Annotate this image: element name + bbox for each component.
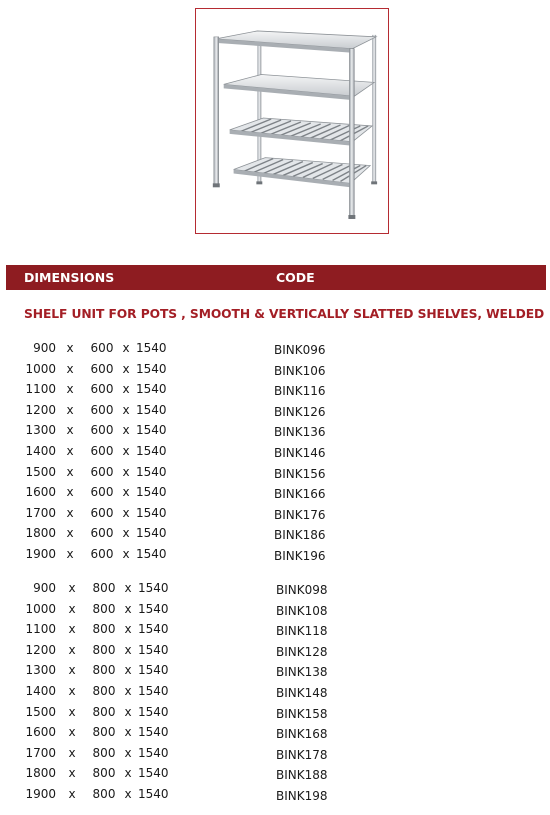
times-sign: x [122, 485, 130, 500]
height-value: 1540 [136, 341, 167, 355]
depth-value: 600 [90, 423, 114, 438]
height-value: 1540 [138, 745, 169, 760]
depth-value: 600 [90, 361, 114, 376]
product-code: BINK146 [274, 446, 326, 460]
product-code: BINK168 [276, 727, 328, 742]
times-sign: x [124, 725, 132, 740]
width-value: 1100 [25, 382, 56, 397]
width-value: 1900 [25, 547, 56, 561]
width-value: 1900 [25, 787, 56, 801]
depth-value: 800 [92, 684, 116, 698]
times-sign: x [122, 423, 130, 438]
times-sign: x [66, 444, 74, 458]
height-value: 1540 [138, 622, 169, 637]
table-row [0, 581, 550, 599]
depth-value: 800 [92, 725, 116, 740]
depth-value: 800 [92, 642, 116, 657]
depth-value: 800 [92, 601, 116, 616]
width-value: 900 [33, 341, 56, 355]
times-sign: x [122, 382, 130, 397]
times-sign: x [68, 581, 76, 595]
times-sign: x [124, 581, 132, 595]
height-value: 1540 [136, 444, 167, 458]
height-value: 1540 [138, 601, 169, 616]
table-row [0, 506, 550, 524]
depth-value: 600 [90, 485, 114, 500]
table-row [0, 684, 550, 702]
times-sign: x [124, 642, 132, 657]
table-row [0, 382, 550, 400]
table-row [0, 485, 550, 503]
times-sign: x [122, 526, 130, 541]
product-code: BINK136 [274, 425, 326, 440]
times-sign: x [122, 361, 130, 376]
height-value: 1540 [136, 464, 167, 479]
times-sign: x [66, 402, 74, 417]
height-value: 1540 [138, 684, 169, 698]
product-code: BINK118 [276, 624, 328, 639]
table-row [0, 423, 550, 441]
table-row [0, 602, 550, 620]
times-sign: x [122, 505, 130, 520]
times-sign: x [124, 622, 132, 637]
product-code: BINK106 [274, 363, 326, 378]
dimensions-column-header: DIMENSIONS [24, 270, 115, 285]
table-row [0, 465, 550, 483]
table-row [0, 766, 550, 784]
product-code: BINK176 [274, 507, 326, 522]
depth-value: 600 [90, 464, 114, 479]
times-sign: x [66, 505, 74, 520]
depth-value: 800 [92, 704, 116, 719]
product-code: BINK188 [276, 768, 328, 783]
depth-value: 600 [90, 402, 114, 417]
table-row [0, 526, 550, 544]
height-value: 1540 [138, 725, 169, 740]
depth-value: 800 [92, 581, 116, 595]
height-value: 1540 [136, 382, 167, 397]
times-sign: x [68, 787, 76, 801]
width-value: 1100 [25, 622, 56, 637]
times-sign: x [68, 766, 76, 781]
width-value: 1700 [25, 745, 56, 760]
times-sign: x [66, 547, 74, 561]
times-sign: x [68, 663, 76, 678]
depth-value: 600 [90, 547, 114, 561]
width-value: 1500 [25, 704, 56, 719]
height-value: 1540 [136, 485, 167, 500]
height-value: 1540 [136, 361, 167, 376]
times-sign: x [124, 704, 132, 719]
times-sign: x [122, 402, 130, 417]
product-code: BINK126 [274, 404, 326, 419]
width-value: 1600 [25, 485, 56, 500]
height-value: 1540 [138, 642, 169, 657]
height-value: 1540 [136, 423, 167, 438]
times-sign: x [122, 341, 130, 355]
table-row [0, 725, 550, 743]
table-row [0, 341, 550, 359]
width-value: 1400 [25, 444, 56, 458]
product-code: BINK096 [274, 343, 326, 357]
times-sign: x [66, 382, 74, 397]
depth-value: 800 [92, 787, 116, 801]
depth-value: 600 [90, 341, 114, 355]
times-sign: x [122, 464, 130, 479]
width-value: 1800 [25, 766, 56, 781]
width-value: 900 [33, 581, 56, 595]
table-row [0, 622, 550, 640]
product-code: BINK116 [274, 384, 326, 399]
times-sign: x [68, 622, 76, 637]
table-row [0, 547, 550, 565]
height-value: 1540 [138, 766, 169, 781]
width-value: 1500 [25, 464, 56, 479]
depth-value: 600 [90, 505, 114, 520]
product-code: BINK198 [276, 789, 328, 803]
height-value: 1540 [136, 402, 167, 417]
height-value: 1540 [136, 526, 167, 541]
product-code: BINK158 [276, 706, 328, 721]
height-value: 1540 [138, 787, 169, 801]
times-sign: x [124, 601, 132, 616]
times-sign: x [124, 787, 132, 801]
table-row [0, 705, 550, 723]
times-sign: x [124, 745, 132, 760]
times-sign: x [124, 663, 132, 678]
times-sign: x [68, 745, 76, 760]
times-sign: x [66, 464, 74, 479]
table-row [0, 663, 550, 681]
width-value: 1000 [25, 361, 56, 376]
times-sign: x [122, 547, 130, 561]
table-row [0, 643, 550, 661]
table-row [0, 787, 550, 805]
height-value: 1540 [136, 547, 167, 561]
table-row [0, 403, 550, 421]
times-sign: x [68, 601, 76, 616]
product-code: BINK108 [276, 603, 328, 618]
height-value: 1540 [138, 704, 169, 719]
product-code: BINK166 [274, 487, 326, 502]
width-value: 1000 [25, 601, 56, 616]
depth-value: 800 [92, 663, 116, 678]
table-row [0, 746, 550, 764]
product-code: BINK196 [274, 549, 326, 563]
width-value: 1600 [25, 725, 56, 740]
times-sign: x [124, 766, 132, 781]
times-sign: x [66, 341, 74, 355]
product-code: BINK156 [274, 466, 326, 481]
table-row [0, 444, 550, 462]
product-code: BINK178 [276, 747, 328, 762]
depth-value: 800 [92, 622, 116, 637]
times-sign: x [66, 423, 74, 438]
section-title: SHELF UNIT FOR POTS , SMOOTH & VERTICALLY SLATTED SHELVES, WELDED [24, 307, 545, 321]
width-value: 1800 [25, 526, 56, 541]
product-code: BINK148 [276, 686, 328, 700]
width-value: 1200 [25, 402, 56, 417]
height-value: 1540 [138, 663, 169, 678]
table-row [0, 362, 550, 380]
width-value: 1300 [25, 423, 56, 438]
product-code: BINK138 [276, 665, 328, 680]
times-sign: x [66, 526, 74, 541]
width-value: 1200 [25, 642, 56, 657]
depth-value: 600 [90, 526, 114, 541]
height-value: 1540 [138, 581, 169, 595]
product-code: BINK128 [276, 644, 328, 659]
width-value: 1400 [25, 684, 56, 698]
product-code: BINK098 [276, 583, 328, 597]
times-sign: x [68, 704, 76, 719]
depth-value: 800 [92, 766, 116, 781]
depth-value: 600 [90, 444, 114, 458]
code-column-header: CODE [276, 270, 315, 285]
depth-value: 600 [90, 382, 114, 397]
times-sign: x [68, 684, 76, 698]
times-sign: x [122, 444, 130, 458]
width-value: 1700 [25, 505, 56, 520]
times-sign: x [66, 485, 74, 500]
times-sign: x [68, 725, 76, 740]
height-value: 1540 [136, 505, 167, 520]
depth-value: 800 [92, 745, 116, 760]
times-sign: x [66, 361, 74, 376]
width-value: 1300 [25, 663, 56, 678]
product-code: BINK186 [274, 528, 326, 543]
times-sign: x [124, 684, 132, 698]
times-sign: x [68, 642, 76, 657]
